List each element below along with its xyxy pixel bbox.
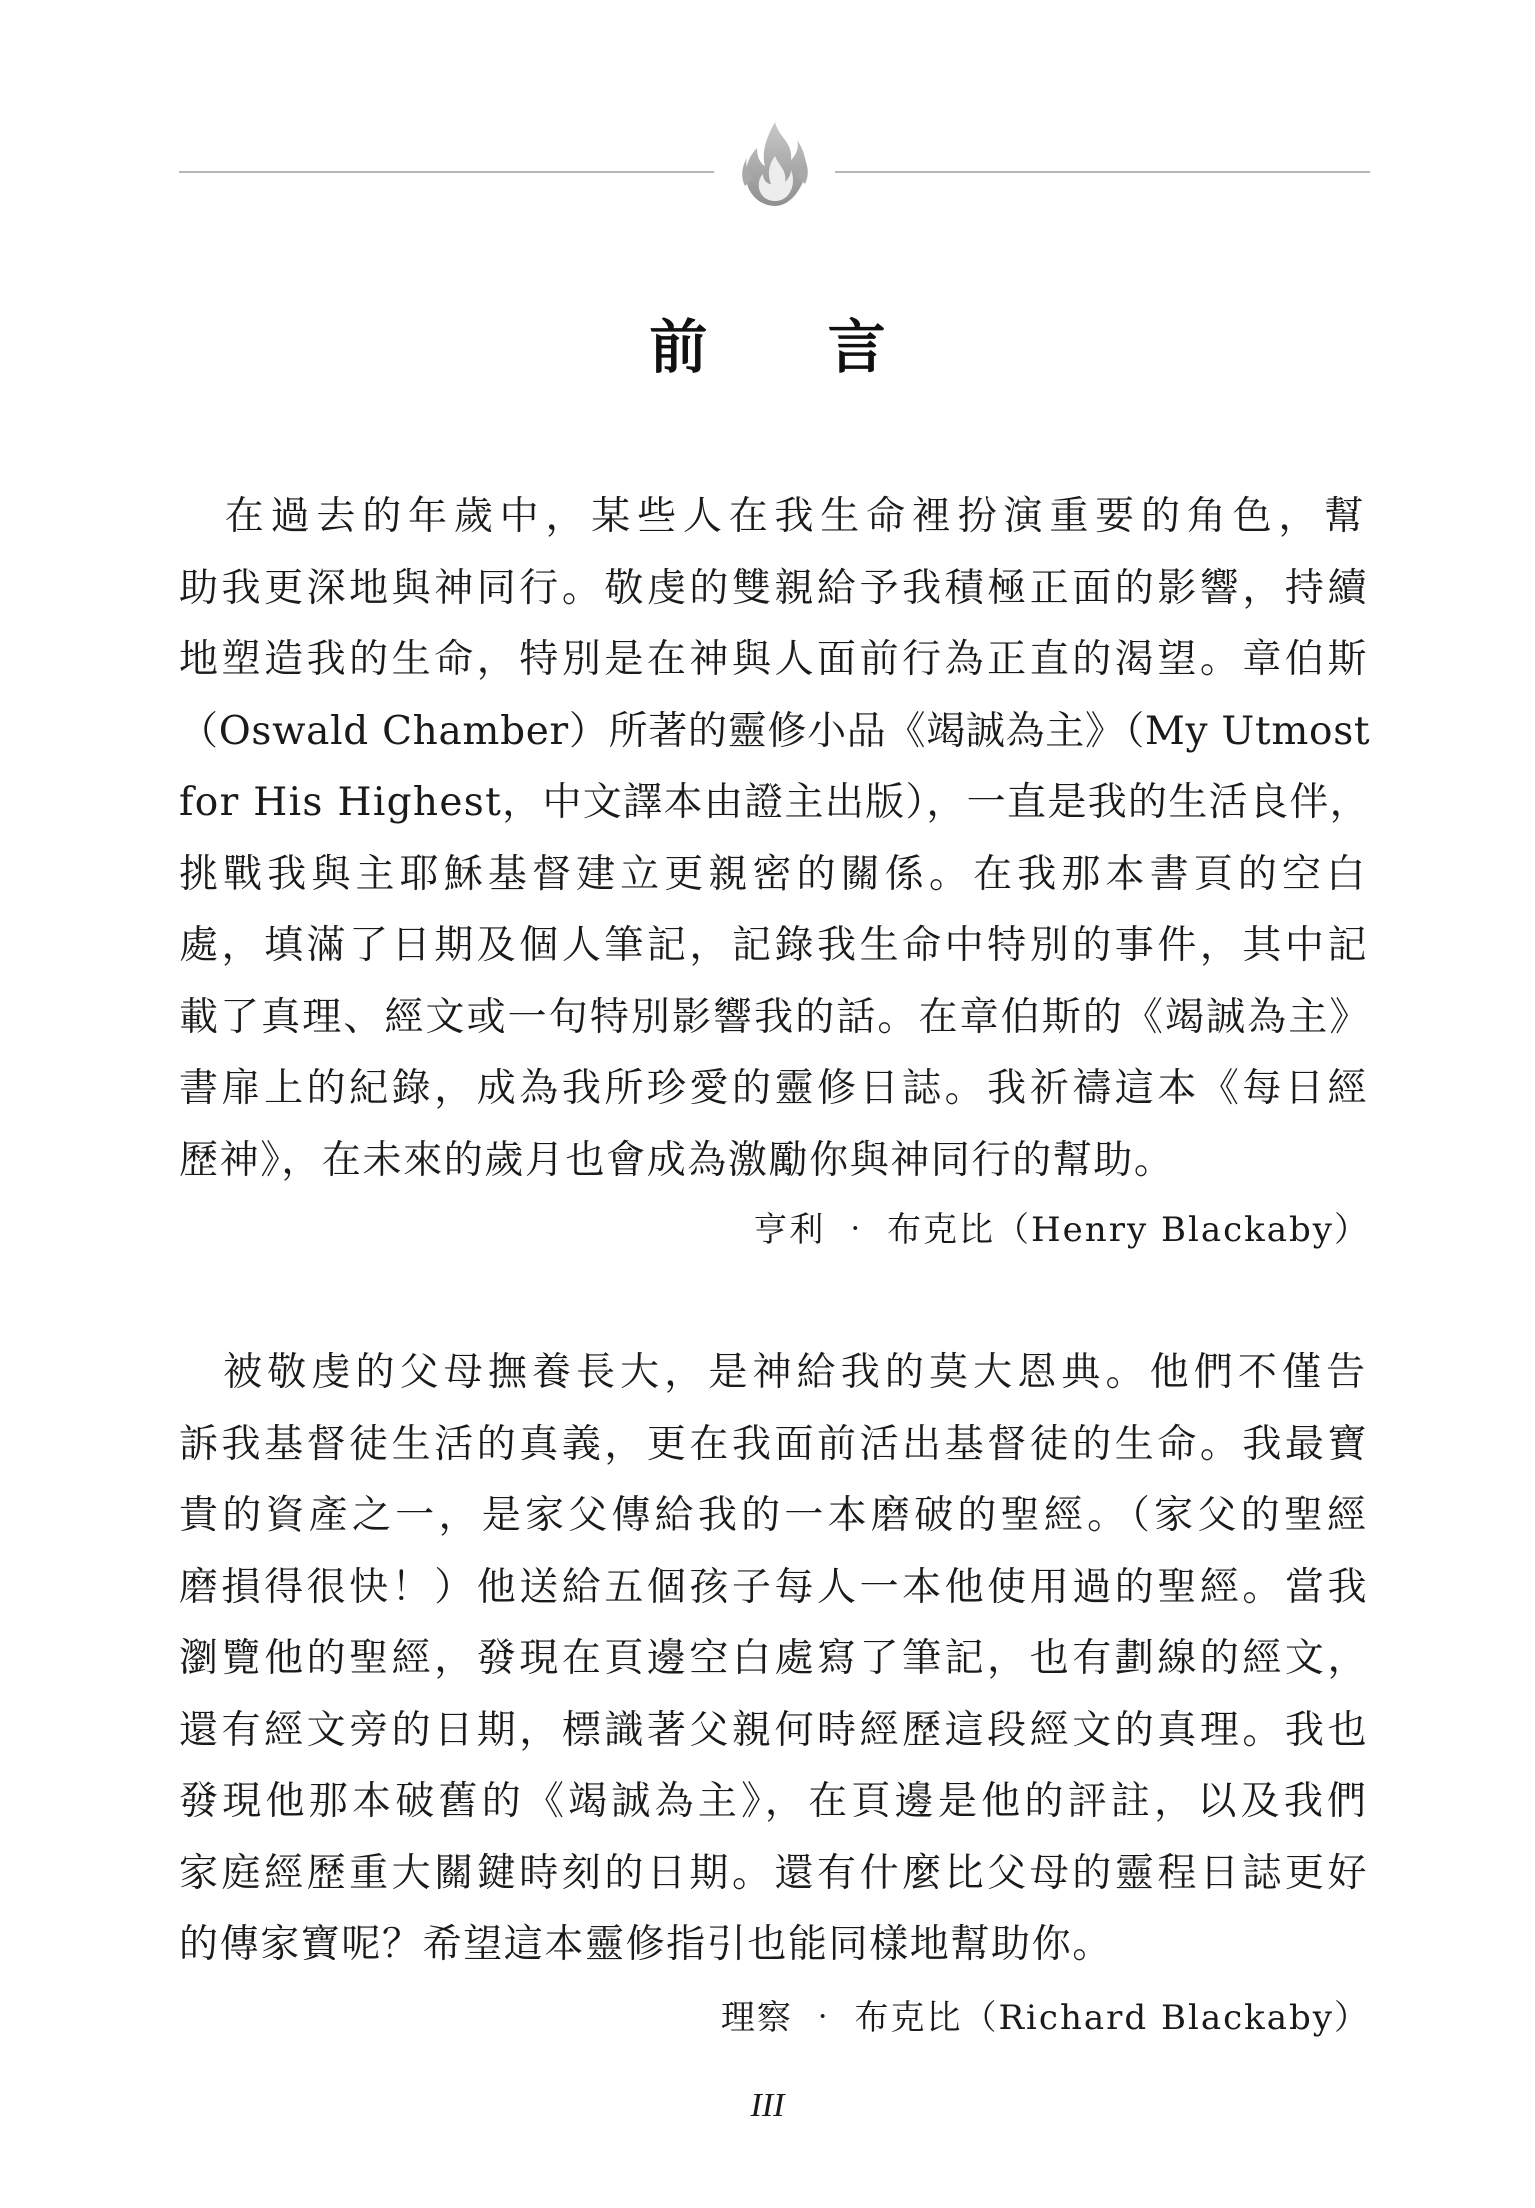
text-line: 訴我基督徒生活的真義，更在我面前活出基督徒的生命。我最寶 bbox=[179, 1421, 1370, 1467]
text-line: 發現他那本破舊的《竭誠為主》，在頁邊是他的評註，以及我們 bbox=[179, 1779, 1371, 1824]
text-line: 被敬虔的父母撫養長大，是神給我的莫大恩典。他們不僅告 bbox=[179, 1350, 1371, 1395]
text-line: 挑戰我與主耶穌基督建立更親密的關係。在我那本書頁的空白 bbox=[179, 851, 1371, 897]
text-line: 地塑造我的生命，特別是在神與人面前行為正直的渴望。章伯斯 bbox=[179, 637, 1370, 682]
text-line: 歷神》，在未來的歲月也會成為激勵你與神同行的幫助。 bbox=[179, 1137, 1175, 1183]
text-line: 的傳家寶呢？希望這本靈修指引也能同樣地幫助你。 bbox=[179, 1922, 1113, 1967]
header-rule-right bbox=[835, 171, 1370, 173]
text-line: 載了真理、經文或一句特別影響我的話。在章伯斯的《竭誠為主》 bbox=[179, 994, 1371, 1040]
preface-paragraph-henry bbox=[179, 481, 1370, 1196]
text-line: 家庭經歷重大關鍵時刻的日期。還有什麼比父母的靈程日誌更好 bbox=[179, 1850, 1370, 1896]
text-line: 書扉上的紀錄，成為我所珍愛的靈修日誌。我祈禱這本《每日經 bbox=[179, 1066, 1370, 1111]
preface-paragraph-richard bbox=[179, 1337, 1370, 1981]
text-line: 在過去的年歲中，某些人在我生命裡扮演重要的角色，幫 bbox=[179, 494, 1370, 539]
text-line: 還有經文旁的日期，標識著父親何時經歷這段經文的真理。我也 bbox=[179, 1707, 1370, 1753]
page-number: III bbox=[750, 2087, 785, 2124]
text-line: 瀏覽他的聖經，發現在頁邊空白處寫了筆記，也有劃線的經文， bbox=[179, 1636, 1370, 1681]
page-title: 前 言 bbox=[649, 312, 936, 381]
text-line: （Oswald Chamber）所著的靈修小品《竭誠為主》（My Utmost bbox=[179, 708, 1371, 754]
signature-richard: 理察 ‧ 布克比（Richard Blackaby） bbox=[720, 1998, 1370, 2038]
text-line: 助我更深地與神同行。敬虔的雙親給予我積極正面的影響，持續 bbox=[179, 565, 1370, 611]
text-line: 貴的資產之一，是家父傳給我的一本磨破的聖經。（家父的聖經 bbox=[179, 1493, 1371, 1538]
text-line: 磨損得很快！）他送給五個孩子每人一本他使用過的聖經。當我 bbox=[179, 1564, 1370, 1610]
signature-henry: 亨利 ‧ 布克比（Henry Blackaby） bbox=[753, 1210, 1370, 1250]
header-rule-left bbox=[179, 171, 714, 173]
flame-icon bbox=[735, 116, 815, 212]
text-line: for His Highest，中文譯本由證主出版），一直是我的生活良伴， bbox=[179, 780, 1370, 825]
text-line: 處，填滿了日期及個人筆記，記錄我生命中特別的事件，其中記 bbox=[179, 923, 1370, 968]
